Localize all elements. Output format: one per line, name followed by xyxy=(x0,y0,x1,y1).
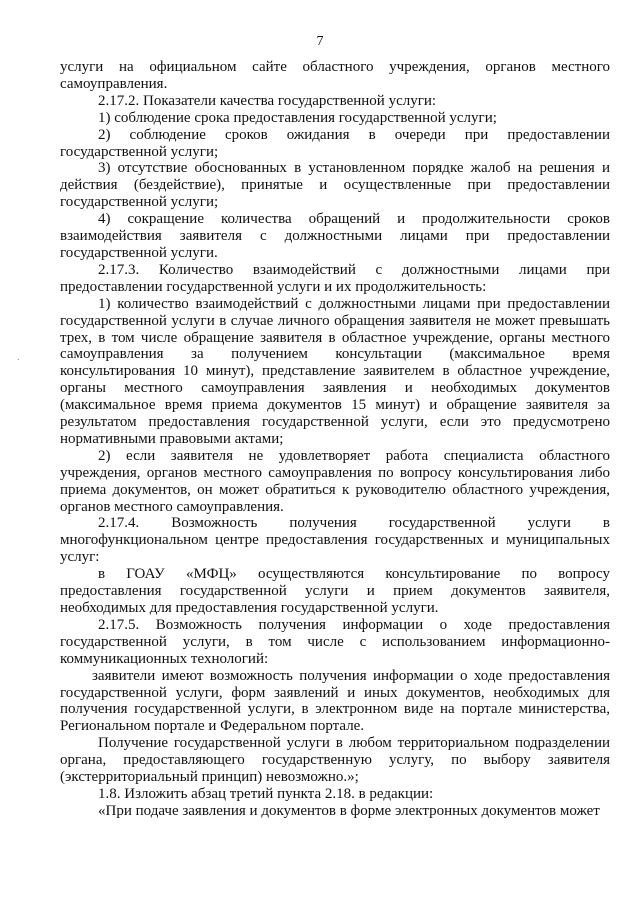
paragraph: услуги на официальном сайте областного учреждения, органов местного самоуправления. xyxy=(60,59,610,92)
list-item: 2) если заявителя не удовлетворяет работа специалиста областного учреждения, органов местного самоуправления по вопросу консультирования либо приема документов, он может обратиться к руководителю областного учреждения, органов местного самоуправления. xyxy=(60,447,610,515)
document-body xyxy=(60,59,610,820)
list-item: 1) соблюдение срока предоставления государственной услуги; xyxy=(98,109,497,126)
list-item: 2) соблюдение сроков ожидания в очереди при предоставлении государственной услуги; xyxy=(60,126,610,160)
paragraph: 1.8. Изложить абзац третий пункта 2.18. в редакции: xyxy=(98,785,434,802)
section-heading: 2.17.3. Количество взаимодействий с должностными лицами при предоставлении государственной услуги и их продолжительность: xyxy=(60,261,610,295)
page-number: 7 xyxy=(316,34,324,49)
list-item: 3) отсутствие обоснованных в установленном порядке жалоб на решения и действия (бездействие), принятые и осуществленные при предоставлении государственной услуги; xyxy=(60,160,610,211)
section-heading: 2.17.4. Возможность получения государственной услуги в многофункциональном центре предоставления государственных и муниципальных услуг: xyxy=(60,515,610,566)
section-heading: 2.17.5. Возможность получения информации о ходе предоставления государственной услуги, в том числе с использованием информационно-коммуникационных технологий: xyxy=(60,616,610,667)
section-heading: 2.17.2. Показатели качества государственной услуги: xyxy=(98,92,437,109)
paragraph: заявители имеют возможность получения информации о ходе предоставления государственной услуги, форм заявлений и иных документов, необходимых для получения государственной услуги, в электронном виде на портале министерства, Региональном портале и Федеральном портале. xyxy=(60,667,610,735)
list-item: 1) количество взаимодействий с должностными лицами при предоставлении государственной услуги в случае личного обращения заявителя не может превышать трех, в том числе обращение заявителя в областное учреждение, органы местного самоуправления за получением консультации (максимальное время консультирования 10 минут), представление заявителем в областное учреждение, органы местного самоуправления заявления и необходимых документов (максимальное время приема документов 15 минут) и обращение заявителя за результатом предоставления государственной услуги, если это предусмотрено нормативными правовыми актами; xyxy=(60,295,610,447)
paragraph: «При подаче заявления и документов в форме электронных документов может xyxy=(98,802,600,819)
paragraph: Получение государственной услуги в любом территориальном подразделении органа, предоставляющего государственную услугу, по выбору заявителя (экстерриториальный принцип) невозможно.»; xyxy=(60,735,610,786)
paragraph: в ГОАУ «МФЦ» осуществляются консультирование по вопросу предоставления государственной услуги и прием документов заявителя, необходимых для предоставления государственной услуги. xyxy=(60,566,610,616)
list-item: 4) сокращение количества обращений и продолжительности сроков взаимодействия заявителя с должностными лицами при предоставлении государственной услуги. xyxy=(60,211,610,261)
margin-mark: . xyxy=(17,352,20,363)
